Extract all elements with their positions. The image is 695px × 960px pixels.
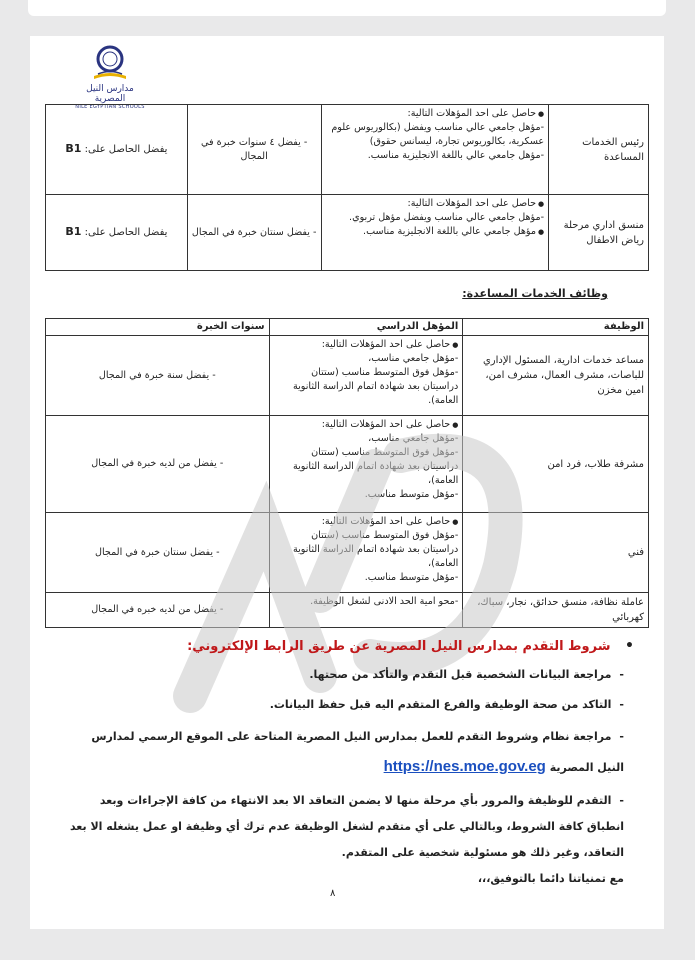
qualification-line: ● مؤهل جامعي عالي باللغة الانجليزية مناسب. xyxy=(326,225,545,239)
table-row xyxy=(46,593,649,628)
qualification-line: ● حاصل على احد المؤهلات التالية: xyxy=(274,515,459,529)
support-services-table xyxy=(45,318,649,628)
experience-cell: - يفضل ٤ سنوات خبرة في المجال xyxy=(187,105,321,195)
experience-cell: - يفضل سنتان خبرة في المجال xyxy=(187,195,321,271)
qualification-line: -مؤهل جامعي مناسب، xyxy=(368,353,459,364)
header-qualification: المؤهل الدراسي xyxy=(269,319,463,336)
job-cell: عاملة نظافة، منسق حدائق، نجار، سباك، كهربائي xyxy=(463,593,649,628)
apply-conditions-title: • شروط التقدم بمدارس النيل المصرية عن طريق الرابط الإلكتروني: xyxy=(54,638,634,654)
qualification-cell xyxy=(321,195,549,271)
table-row xyxy=(46,336,649,416)
qualification-line: -مؤهل جامعي عالي مناسب ويفضل مؤهل تربوي. xyxy=(349,212,545,223)
closing-line: مع تمنياتنا دائما بالتوفيق،،، xyxy=(477,872,624,885)
logo-arabic-text: مدارس النيل المصرية xyxy=(86,84,134,104)
job-cell: منسق اداري مرحلة رياض الاطفال xyxy=(549,195,649,271)
management-jobs-table xyxy=(45,104,649,271)
note-line: انطباق كافة الشروط، وبالتالي على أي متقدم لشغل الوظيفة عدم ترك أي وظيفة او عمل يشغله الا بعد xyxy=(69,820,624,833)
previous-page-edge xyxy=(28,0,666,16)
page-number: ٨ xyxy=(330,888,336,899)
apply-note xyxy=(64,788,624,892)
english-level-cell xyxy=(46,105,188,195)
qualification-line: ● حاصل على احد المؤهلات التالية: xyxy=(326,197,545,211)
experience-cell: - يفضل من لديه خبره في المجال xyxy=(46,593,270,628)
application-link[interactable]: https://nes.moe.gov.eg xyxy=(383,758,546,775)
experience-cell: - يفضل سنتان خبرة في المجال xyxy=(46,513,270,593)
qualification-cell xyxy=(321,105,549,195)
header-job: الوظيفة xyxy=(463,319,649,336)
qualification-line: ● حاصل على احد المؤهلات التالية: xyxy=(274,418,459,432)
apply-item: -مراجعة البيانات الشخصية قبل التقدم والتأكد من صحتها. xyxy=(309,668,624,681)
experience-cell: - يفضل من لديه خبرة في المجال xyxy=(46,416,270,513)
qualification-line: ● حاصل على احد المؤهلات التالية: xyxy=(326,107,545,121)
job-cell: فني xyxy=(463,513,649,593)
logo-emblem-icon xyxy=(88,44,132,84)
table-row xyxy=(46,105,649,195)
document-page xyxy=(30,36,664,929)
english-prefix: يفضل الحاصل على: xyxy=(84,227,168,238)
english-level-cell xyxy=(46,195,188,271)
qualification-line: -مؤهل متوسط مناسب. xyxy=(364,572,459,583)
experience-cell: - يفضل سنة خبرة في المجال xyxy=(46,336,270,416)
qualification-cell xyxy=(269,593,463,628)
table-row xyxy=(46,195,649,271)
job-cell: مساعد خدمات ادارية، المسئول الإداري للباصات، مشرف العمال، مشرف امن، امين مخزن xyxy=(463,336,649,416)
qualification-line: -مؤهل فوق المتوسط مناسب (ستتان دراسيتان بعد شهادة اتمام الدراسة الثانوية العامة)، xyxy=(292,447,459,486)
table-row xyxy=(46,513,649,593)
table-header-row xyxy=(46,319,649,336)
english-prefix: يفضل الحاصل على: xyxy=(84,144,168,155)
english-level: B1 xyxy=(65,142,82,155)
qualification-line: -مؤهل متوسط مناسب. xyxy=(364,489,459,500)
section-title: وظائف الخدمات المساعدة: xyxy=(462,287,608,300)
qualification-line: -مؤهل جامعي عالي باللغة الانجليزية مناسب. xyxy=(367,150,545,161)
qualification-line: -مؤهل جامعي عالي مناسب ويفضل (بكالوريوس علوم عسكرية، بكالوريوس تجارة، ليسانس حقوق) xyxy=(331,122,545,147)
english-level: B1 xyxy=(65,225,82,238)
note-line: التعاقد، وغير ذلك هو مسئولية شخصية على المتقدم. xyxy=(341,846,624,859)
table-row xyxy=(46,416,649,513)
qualification-line: -مؤهل جامعي مناسب، xyxy=(368,433,459,444)
apply-item: -مراجعة نظام وشروط التقدم للعمل بمدارس النيل المصرية المتاحة على الموقع الرسمي لمدارس النيل المصرية https://nes.moe.gov.eg xyxy=(91,730,624,775)
job-cell: رئيس الخدمات المساعدة xyxy=(549,105,649,195)
qualification-cell xyxy=(269,336,463,416)
qualification-line: -مؤهل فوق المتوسط مناسب (ستتان دراسيتان بعد شهادة اتمام الدراسة الثانوية العامة)، xyxy=(292,530,459,569)
note-line: -التقدم للوظيفة والمرور بأي مرحلة منها لا يضمن التعاقد الا بعد الانتهاء من كافة الإجراءات وبعد xyxy=(99,794,624,807)
qualification-cell xyxy=(269,513,463,593)
qualification-cell xyxy=(269,416,463,513)
logo-english-text: NILE EGYPTIAN SCHOOLS xyxy=(75,104,145,110)
qualification-line: -مؤهل فوق المتوسط مناسب (ستتان دراسيتان بعد شهادة اتمام الدراسة الثانوية العامة). xyxy=(292,367,459,406)
school-logo xyxy=(70,44,150,110)
job-cell: مشرفة طلاب، فرد امن xyxy=(463,416,649,513)
qualification-line: ● حاصل على احد المؤهلات التالية: xyxy=(274,338,459,352)
qualification-line: -محو امية الحد الادنى لشغل الوظيفة. xyxy=(310,596,459,607)
header-experience: سنوات الخبرة xyxy=(46,319,270,336)
apply-item: -التاكد من صحة الوظيفة والفرع المتقدم اليه قبل حفظ البيانات. xyxy=(269,698,624,711)
